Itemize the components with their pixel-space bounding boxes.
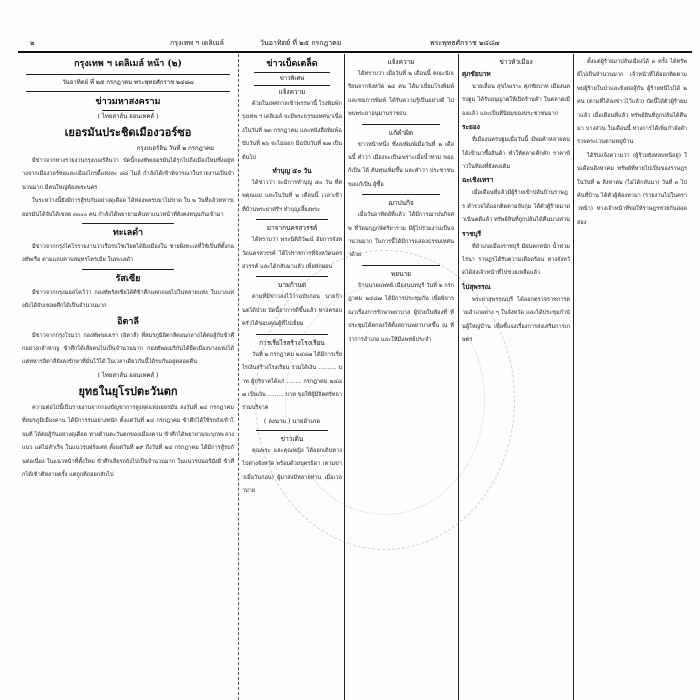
top-rule <box>18 51 692 53</box>
subhead: การเรี่ยไรสร้างโรงเรียน <box>259 338 325 347</box>
issue-year: พระพุทธศักราช ๒๔๘๗ <box>430 39 500 47</box>
dateline: วันอาทิตย์ ที่ ๒๕ กรกฎาคม พระพุทธศักราช ๒๔๘๗ <box>62 79 194 86</box>
subhead: ไปสุพรรณ <box>462 282 491 291</box>
dateline: กรุงเบอร์ลิน วันที่ ๒ กรกฎาคม <box>136 145 214 152</box>
article-body: ความต่อไปนี้เป็นรายงานจากกองบัญชาการสูงสุดแห่งเยอรมัน ลงวันที่ ๒๔ กรกฎาคม ที่สมรภูมิเมืองคาน ได้มีการรบอย่างหนัก ตั้งแต่วันที่ ๑๘ กรกฎาคม ข้าศึกได้ใช้รถถังเข้าโจมตี ได้ต่อสู้กันอย่างดุเดือด ทางด้านตะวันตกของเมืองคาน ข้าศึกได้พยายามจะบุกทะลวงแนว แต่ไม่สำเร็จ ในแนวรบฝรั่งเศส ตั้งแต่วันที่ ๑๙ ถึงวันที่ ๒๔ กรกฎาคม ได้มีการสู้รบกันต่อเนื่อง ในแนวหน้าที่ตั้งใหม่ ข้าศึกเสียรถถังไปเป็นจำนวนมาก ในแนวรบนอร์มังดี ข้าศึกได้เข้าตีหลายครั้ง แต่ถูกตีถอยกลับไป <box>22 404 234 478</box>
article-body: เมื่อวันอาทิตย์ที่แล้ว ได้มีการฌาปนกิจศพ ที่วัดมกุฎกษัตริยาราม มีผู้ไปร่วมงานเป็นจำนวนมาก ในการนี้ได้มีการแสดงธรรมเทศนาด้วย <box>348 212 454 259</box>
subhead: ข่าวเดิน <box>280 434 304 443</box>
subhead: ทำบุญ ๕๐ วัน <box>272 167 312 176</box>
rule <box>362 265 440 266</box>
article-body: ได้รับแจ้งความว่า (ผู้ร้ายยังหลบหนีอยู่) ในเดือนสิงหาคม ทรัพย์ที่หายไปเป็นของราษฎร ในวันที่ ๒ สิงหาคม (ไม่ได้กลับมา) วันที่ ๓ ไปค้นที่บ้าน ได้ตัวผู้ต้องหามา (รายงานไปในคราวหน้า) ทางเจ้าหน้าที่ขอให้ราษฎรช่วยกันสอดส่อง <box>577 152 687 226</box>
column-4 <box>462 54 570 700</box>
section-title: ทะเลดำ <box>112 228 144 239</box>
issue-date: วันอาทิตย์ ที่ ๒๕ กรกฎาคม <box>260 39 342 47</box>
column-divider <box>344 54 345 700</box>
subhead: พยนาย <box>391 269 411 278</box>
article-body: ในระหว่างนี้ยังมีการสู้รบกันอย่างดุเดือด ได้ทองพลรบมาไม่ขาด ใน ๒ วันที่แล้วทหารเยอรมันได้จับได้เชลย ๓๐๐๐ คน กำลังได้พยายามค้นหาแนวหน้าที่ยังคงหนุนกันเข้ามา <box>22 198 234 218</box>
news-source: ( ไทยสาส์น ออนเทคส์ ) <box>97 113 159 120</box>
article-body: เมื่อเดือนที่แล้วมีผู้ร้ายเข้าปล้นบ้านราษฎร ตำรวจได้ออกติดตามจับกุม ได้ตัวผู้ร้ายมาดำเนินคดีแล้ว ทรัพย์สินที่ถูกปล้นได้คืนบางส่วน <box>462 190 570 224</box>
masthead: กรุงเทพ ฯ เดลิเมล์ หน้า (๒) <box>74 59 182 69</box>
article-body: ได้ทราบว่า พระนิติภิวัฒน์ อัยการจังหวัดนครสวรรค์ ได้ไปราชการที่จังหวัดนครสวรรค์ และได้กลับมาแล้ว เพื่อพักผ่อน <box>242 237 342 271</box>
column-1 <box>22 54 234 700</box>
article-body: มีข่าวจากกรุงมอสโคว์ว่า กองทัพรัสเซียได้ตีข้าศึกแตกถอยไปในหลายแห่ง ในบางแห่งยังได้จับเชลยศึกได้เป็นจำนวนมาก <box>22 289 234 310</box>
article-body: มีข่าวจากกรุงโรมว่า กองทัพของเรา (อิตาลี) ที่สมรภูมิอิตาลีตอนกลางได้ต่อสู้กับข้าศึกอย่างกล้าหาญ ข้าศึกได้เสียคนไปเป็นจำนวนมาก กองทัพอเมริกันได้ยึดเมืองบางแห่งได้ แต่ทหารอิตาลียังคงรักษาที่มั่นไว้ได้ ในเวลาเดียวกันนี้ได้รบกันอยู่ตลอดคืน <box>22 332 234 366</box>
article-body: คุณพระ และคุณหญิง ได้ออกเดินทางไปต่างจังหวัด พร้อมด้วยบุตรธิดา (ตามข่าวเมื่อวันก่อน) ผู้มาส่งมีหลายท่าน เมื่อเวลาบ่าย <box>242 447 342 494</box>
column-divider <box>238 54 239 700</box>
rule <box>256 430 328 431</box>
column-divider <box>573 54 574 700</box>
article-body: ที่เมืองนครปฐมเมื่อวันนี้ มีพ่อค้าหลายคน ได้เข้ามาซื้อสินค้า ทำให้ตลาดคึกคัก ราคาข้าวในท้องที่ยังคงเดิม <box>462 137 570 171</box>
rule <box>26 91 230 92</box>
page-number: ๒ <box>30 39 35 47</box>
article-body: ได้ข่าวว่า จะมีการทำบุญ ๕๐ วัน ที่ศพคุณแม่ และในวันที่ ๒ เดือนนี้ เวลาเช้า ที่บ้านพระยาศรีฯ ทำบุญเลี้ยงพระ <box>242 180 342 213</box>
rule <box>256 219 328 220</box>
article-body: ตั้งแต่ผู้ร้ายมาปล้นเมืองได้ ๓ ครั้ง ได้ทรัพย์ไปเป็นจำนวนมาก เจ้าหน้าที่ได้ออกติดตาม พบผู้ร้ายในป่าและยิงต่อสู้กัน ผู้ร้ายหนีไปได้ ๒ คน (ตามที่ได้ลงข่าวไว้แล้ว) บัดนี้ได้ตัวผู้ร้ายมาแล้ว เมื่อเดือนที่แล้ว ทรัพย์สินที่ถูกปล้นได้คืนมา บางส่วน ในเดือนนี้ ทางการได้เพิ่มกำลังตำรวจตระเวนตามหมู่บ้าน <box>577 59 687 146</box>
article-body: นายเลื่อน สุขไพเราะ ศุภชัยบาท เมืองนครปฐม ได้รับอนุญาตให้เปิดร้านค้า ในตลาดเมืองแล้ว และเป็นที่นิยมของประชาชนมาก <box>462 84 570 117</box>
section-title: ข่าวหัวเมือง <box>499 58 533 66</box>
article-body: ตามที่มีข่าวลงไว้ว่าฉบับก่อน นายก้านตได้ป่วย บัดนี้อาการดีขึ้นแล้ว ทางครอบครัวได้ขอบคุณผู้ที่ไปเยี่ยม <box>242 294 342 328</box>
rule <box>26 74 230 75</box>
rule <box>362 124 440 125</box>
headline: ยุทธในยุโรปตะวันตก <box>78 384 178 398</box>
column-5 <box>577 54 687 700</box>
section-title: ข่าวมหาสงคราม <box>95 97 161 107</box>
subhead: นายก้านต <box>277 281 307 290</box>
subhead: แจ้งความ <box>387 58 415 66</box>
subhead: แจ้งความ <box>278 88 306 96</box>
running-head <box>10 38 690 52</box>
rule <box>362 194 440 195</box>
article-body: มีข่าวจากกรุงไคโรรายงานว่าเรือรบโซเวียตได้ยิงเมืองใน ชายฝั่งทะเลที่ใช้เป็นที่ตั้งกองทัพเรือ ตามแถบคาบสมุทรไครเมีย ในทะเลดำ <box>22 244 234 264</box>
headline: เยอรมันประชิดเมืองวอร์ซอ <box>64 126 192 139</box>
article-body: ได้ทราบว่า เมื่อวันที่ ๒ เดือนนี้ คณะนักเรียนจากจังหวัด ๒๔ คน ได้มาเยี่ยมโรงพิมพ์ และชมการพิมพ์ ได้รับความรู้เป็นอย่างดี ไปพบพระยาอนุมานราชธน <box>348 71 454 118</box>
article-body: ข่าวหน้าหนึ่ง ซึ่งลงพิมพ์เมื่อวันที่ ๒ เดือนนี้ คำว่า เมืองจะเป็นเพราะเมื่อน้ำท่วม ขอแก้เป็น ได้ ต้นทุนเพิ่มขึ้น และคำว่า ประชาชน ขอแก้เป็น ผู้ซื้อ <box>348 141 454 188</box>
subhead: ราชบุรี <box>462 229 482 238</box>
subhead: ฉะเชิงเทรา <box>462 176 494 185</box>
byline: ข่าวพิเศษ <box>279 75 305 82</box>
section-title: รัสเซีย <box>115 273 141 284</box>
subhead: ระยอง <box>462 123 480 132</box>
article-body: บ้านนายแพทย์ เมืองนนทบุรี วันที่ ๒ กรกฎาคม ๒๔๘๗ ได้มีการประชุมกัน เพื่อพิจารณาเรื่องการรักษาพยาบาล ผู้ป่วยในท้องที่ ที่ประชุมได้ตกลงให้ตั้งสถานพยาบาลขึ้น ณ ที่ว่าการอำเภอ และให้มีแพทย์ประจำ <box>348 282 454 343</box>
section-title: อิตาลี <box>117 316 139 327</box>
column-divider <box>458 54 459 700</box>
rule <box>256 276 328 277</box>
subhead: แก้คำผิด <box>388 128 414 137</box>
rule <box>82 223 174 224</box>
signature: ( ลงนาม ) นายอำเภอ <box>263 417 320 425</box>
paper-name: กรุงเทพ ฯ เดลิเมล์ <box>170 39 224 47</box>
subhead: ฌาปนกิจ <box>388 199 414 208</box>
rule <box>256 334 328 335</box>
article-body: มีข่าวจากทางรายงานกรุงเบอร์ลินว่า บัดนี้กองทัพเยอรมันได้รุกไปถึงเมืองใหม่ซึ่งอยู่ห่างจากเมืองวอร์ซอและเมืองไกรดี้แห่งละ ๘๘ ไมล์ กำลังได้เข้าพิจารณาในรายงานเป็นจำนวนมาก มีคนใหญ่ต้องพระนคร <box>22 158 234 191</box>
subhead: มาจากนครสวรรค์ <box>266 224 318 233</box>
rule <box>82 269 174 270</box>
article-body: พระยาสุพรรณบุรี ได้ออกตรวจราชการตามอำเภอต่าง ๆ ในจังหวัด และได้ประชุมกำนันผู้ใหญ่บ้าน เพื่อชี้แจงเรื่องการส่งเสริมการเกษตร <box>462 296 570 344</box>
section-title: ข่าวเบ็ดเตล็ด <box>266 59 318 69</box>
column-3 <box>348 54 454 700</box>
news-source: ( ไทยสาส์น ออนเทคส์ ) <box>97 371 159 379</box>
article-body: วันที่ ๒ กรกฎาคม ๒๔๘๗ ได้มีการเรี่ยไรเงินสร้างโรงเรียน รวมได้เงิน .......... บาท ผู้บริจาคได้แก่ ........ กรกฎาคม ๒๔๘๗ เป็นเงิน ......... บาท ขอให้ผู้มีจิตศรัทธาร่วมบริจาค <box>242 351 342 412</box>
subhead: ศุภชัยบาท <box>462 70 491 78</box>
column-2 <box>242 54 342 700</box>
article-body: ที่อำเภอเมืองราชบุรี มีฝนตกหนัก น้ำท่วมไร่นา ราษฎรได้รับความเดือดร้อน ทางจังหวัดได้ส่งเจ้าหน้าที่ไปช่วยเหลือแล้ว <box>462 243 570 277</box>
article-body: ด้วยในเทศกาลเข้าพรรษานี้ โรงพิมพ์กรุงเทพ ฯ เดลิเมล์ จะมีพระธรรมเทศนาเนื่องในวันที่ ๒๓ กรกฎาคม และหนังสือพิมพ์ฉบับวันที่ ๒๖ จะไม่ออก มีฉบับวันที่ ๒๗ เป็นต้นไป <box>242 101 342 161</box>
